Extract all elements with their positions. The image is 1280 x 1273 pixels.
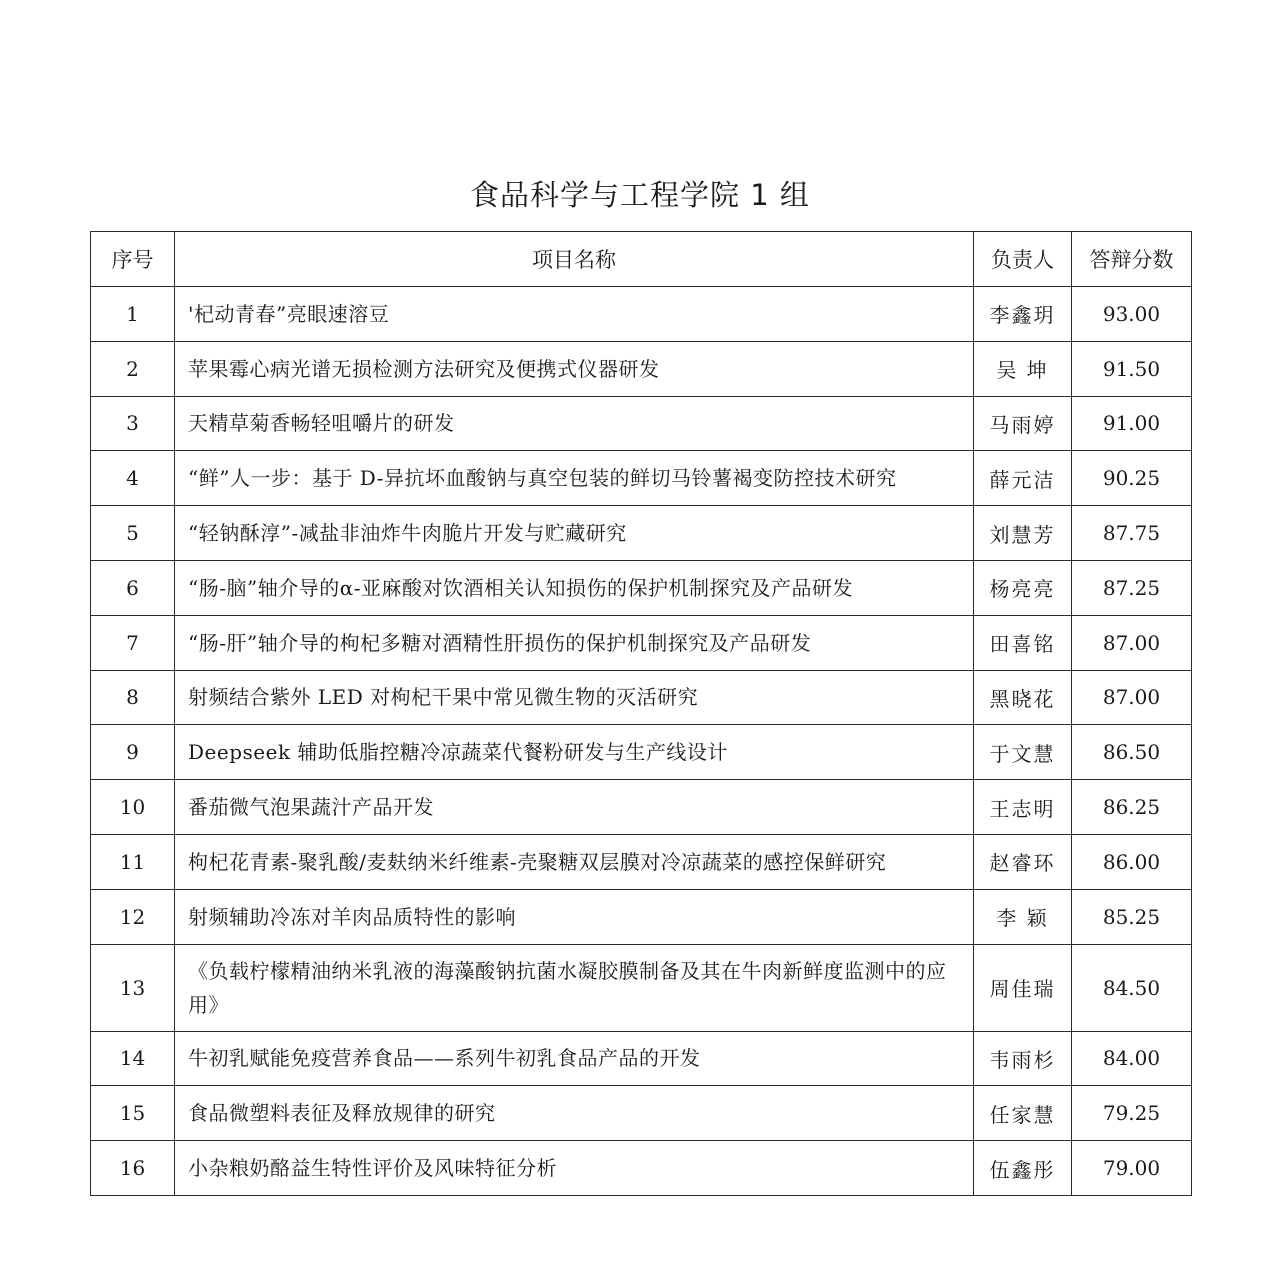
row-number: 2 (91, 341, 175, 396)
table-row (91, 560, 1192, 615)
project-leader: 黑晓花 (974, 670, 1072, 725)
table-row (91, 341, 1192, 396)
table-row (91, 670, 1192, 725)
project-name: “鲜”人一步：基于 D-异抗坏血酸钠与真空包装的鲜切马铃薯褐变防控技术研究 (175, 451, 974, 506)
project-name: 苹果霉心病光谱无损检测方法研究及便携式仪器研发 (175, 341, 974, 396)
project-name: “肠-脑”轴介导的α-亚麻酸对饮酒相关认知损伤的保护机制探究及产品研发 (175, 560, 974, 615)
table-row (91, 834, 1192, 889)
table-row (91, 1031, 1192, 1086)
defense-score: 87.00 (1072, 670, 1192, 725)
defense-score: 79.00 (1072, 1141, 1192, 1196)
table-row (91, 944, 1192, 1031)
header-score: 答辩分数 (1072, 232, 1192, 287)
row-number: 4 (91, 451, 175, 506)
project-leader: 薛元洁 (974, 451, 1072, 506)
defense-score: 91.50 (1072, 341, 1192, 396)
table-row (91, 287, 1192, 342)
project-name: 天精草菊香畅轻咀嚼片的研发 (175, 396, 974, 451)
project-leader: 伍鑫彤 (974, 1141, 1072, 1196)
defense-score: 87.00 (1072, 615, 1192, 670)
project-leader: 吴 坤 (974, 341, 1072, 396)
project-leader: 田喜铭 (974, 615, 1072, 670)
row-number: 7 (91, 615, 175, 670)
row-number: 12 (91, 889, 175, 944)
row-number: 9 (91, 725, 175, 780)
project-name: “肠-肝”轴介导的枸杞多糖对酒精性肝损伤的保护机制探究及产品研发 (175, 615, 974, 670)
defense-score: 87.25 (1072, 560, 1192, 615)
project-leader: 赵睿环 (974, 834, 1072, 889)
row-number: 10 (91, 780, 175, 835)
table-row (91, 615, 1192, 670)
defense-score: 84.00 (1072, 1031, 1192, 1086)
defense-score: 86.25 (1072, 780, 1192, 835)
row-number: 14 (91, 1031, 175, 1086)
defense-score: 84.50 (1072, 944, 1192, 1031)
project-name: 枸杞花青素-聚乳酸/麦麸纳米纤维素-壳聚糖双层膜对冷凉蔬菜的感控保鲜研究 (175, 834, 974, 889)
table-row (91, 1086, 1192, 1141)
project-name: 射频结合紫外 LED 对枸杞干果中常见微生物的灭活研究 (175, 670, 974, 725)
row-number: 15 (91, 1086, 175, 1141)
project-leader: 刘慧芳 (974, 506, 1072, 561)
project-leader: 李鑫玥 (974, 287, 1072, 342)
defense-score: 79.25 (1072, 1086, 1192, 1141)
defense-score: 87.75 (1072, 506, 1192, 561)
project-leader: 杨亮亮 (974, 560, 1072, 615)
row-number: 11 (91, 834, 175, 889)
project-name: 射频辅助冷冻对羊肉品质特性的影响 (175, 889, 974, 944)
defense-score: 93.00 (1072, 287, 1192, 342)
defense-score: 91.00 (1072, 396, 1192, 451)
row-number: 6 (91, 560, 175, 615)
table-row (91, 396, 1192, 451)
project-leader: 于文慧 (974, 725, 1072, 780)
header-no: 序号 (91, 232, 175, 287)
defense-score: 86.00 (1072, 834, 1192, 889)
row-number: 16 (91, 1141, 175, 1196)
project-name: 《负载柠檬精油纳米乳液的海藻酸钠抗菌水凝胶膜制备及其在牛肉新鲜度监测中的应用》 (175, 944, 974, 1031)
header-leader: 负责人 (974, 232, 1072, 287)
defense-score: 90.25 (1072, 451, 1192, 506)
project-leader: 周佳瑞 (974, 944, 1072, 1031)
project-name: Deepseek 辅助低脂控糖冷凉蔬菜代餐粉研发与生产线设计 (175, 725, 974, 780)
row-number: 3 (91, 396, 175, 451)
score-table (90, 231, 1192, 1196)
header-project-name: 项目名称 (175, 232, 974, 287)
project-name: '杞动青春”亮眼速溶豆 (175, 287, 974, 342)
table-row (91, 506, 1192, 561)
table-row (91, 725, 1192, 780)
table-header-row (91, 232, 1192, 287)
project-name: 番茄微气泡果蔬汁产品开发 (175, 780, 974, 835)
document-title: 食品科学与工程学院 1 组 (470, 178, 810, 212)
project-leader: 马雨婷 (974, 396, 1072, 451)
row-number: 1 (91, 287, 175, 342)
table-row (91, 889, 1192, 944)
project-leader: 韦雨杉 (974, 1031, 1072, 1086)
table-row (91, 1141, 1192, 1196)
project-name: 食品微塑料表征及释放规律的研究 (175, 1086, 974, 1141)
project-name: 牛初乳赋能免疫营养食品——系列牛初乳食品产品的开发 (175, 1031, 974, 1086)
project-leader: 任家慧 (974, 1086, 1072, 1141)
table-row (91, 780, 1192, 835)
row-number: 5 (91, 506, 175, 561)
row-number: 8 (91, 670, 175, 725)
project-name: 小杂粮奶酪益生特性评价及风味特征分析 (175, 1141, 974, 1196)
defense-score: 86.50 (1072, 725, 1192, 780)
row-number: 13 (91, 944, 175, 1031)
project-name: “轻钠酥淳”-减盐非油炸牛肉脆片开发与贮藏研究 (175, 506, 974, 561)
defense-score: 85.25 (1072, 889, 1192, 944)
table-row (91, 451, 1192, 506)
project-leader: 王志明 (974, 780, 1072, 835)
project-leader: 李 颖 (974, 889, 1072, 944)
